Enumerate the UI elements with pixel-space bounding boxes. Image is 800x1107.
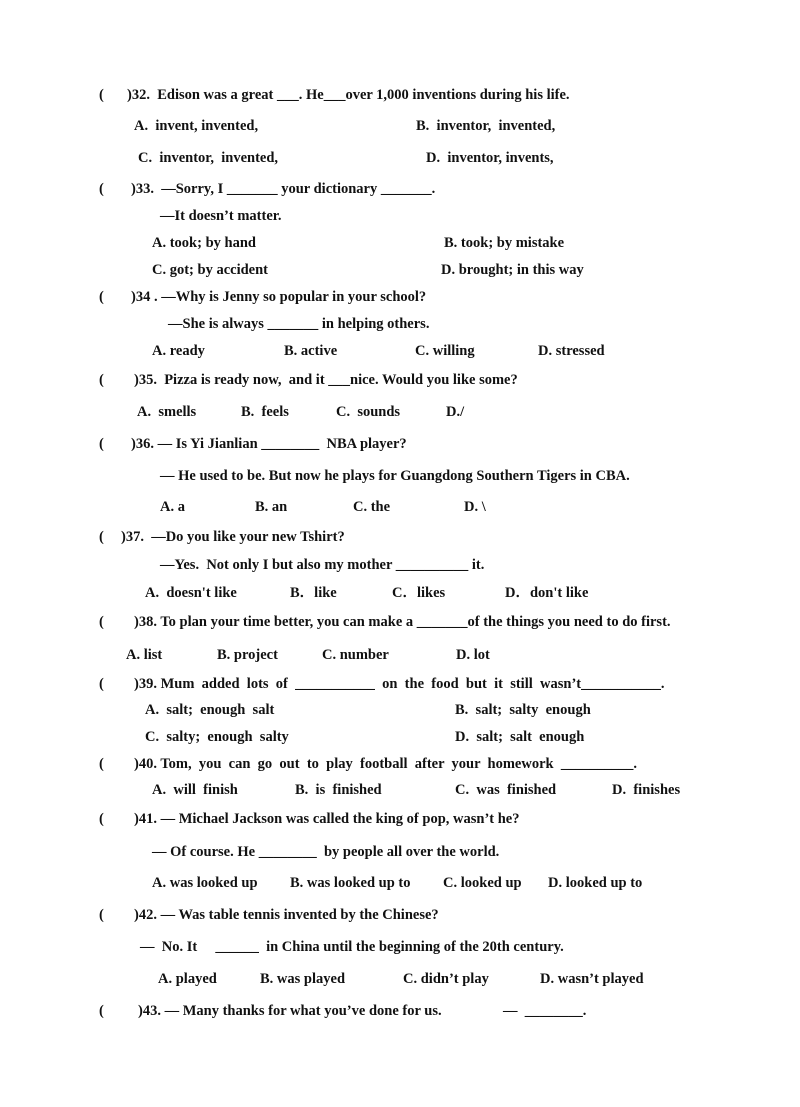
question-stem: )37. —Do you like your new Tshirt? xyxy=(121,529,345,545)
option: D. wasn’t played xyxy=(540,971,644,987)
question-reply: — Of course. He ________ by people all over the world. xyxy=(152,844,500,860)
option: A. salt; enough salt xyxy=(145,702,275,718)
option: D. inventor, invents, xyxy=(426,150,554,166)
option: D. \ xyxy=(464,499,486,515)
option: C. the xyxy=(353,499,391,515)
answer-paren: ( xyxy=(99,289,104,305)
option: C. salty; enough salty xyxy=(145,729,289,745)
answer-paren: ( xyxy=(99,372,104,388)
answer-paren: ( xyxy=(99,529,104,545)
answer-paren: ( xyxy=(99,756,104,772)
option: C．likes xyxy=(392,585,446,601)
option: B. inventor, invented, xyxy=(416,118,556,134)
answer-paren: ( xyxy=(99,907,104,923)
option: B. project xyxy=(217,647,278,663)
question-reply: — No. It ______ in China until the beginning of the 20th century. xyxy=(140,939,564,955)
question-reply: —She is always _______ in helping others. xyxy=(168,316,430,332)
option: A. a xyxy=(160,499,185,515)
option: B. took; by mistake xyxy=(444,235,565,251)
option: B. feels xyxy=(241,404,289,420)
option: A. took; by hand xyxy=(152,235,256,251)
question-reply: —It doesn’t matter. xyxy=(160,208,282,224)
answer-paren: ( xyxy=(99,87,104,103)
question-stem: )39. Mum added lots of ___________ on the food but it still wasn’t___________. xyxy=(134,676,665,692)
question-stem: )33. —Sorry, I _______ your dictionary _______. xyxy=(131,181,436,197)
option: D./ xyxy=(446,404,465,420)
question-stem: )32. Edison was a great ___. He___over 1,000 inventions during his life. xyxy=(127,87,570,103)
option: D. stressed xyxy=(538,343,605,359)
option: D．don't like xyxy=(505,585,589,601)
question-stem: )43. — Many thanks for what you’ve done for us. xyxy=(138,1003,442,1019)
question-stem: )42. — Was table tennis invented by the Chinese? xyxy=(134,907,439,923)
option: A. smells xyxy=(137,404,197,420)
question-stem: )40. Tom, you can go out to play football after your homework __________. xyxy=(134,756,637,772)
option: B. active xyxy=(284,343,338,359)
option: C. willing xyxy=(415,343,475,359)
question-reply: —Yes. Not only I but also my mother __________ it. xyxy=(160,557,485,573)
option: A. invent, invented, xyxy=(134,118,259,134)
option: A. doesn't like xyxy=(145,585,237,601)
option: C. looked up xyxy=(443,875,522,891)
option: C. was finished xyxy=(455,782,557,798)
option: C. didn’t play xyxy=(403,971,489,987)
question-stem: )38. To plan your time better, you can make a _______of the things you need to do first. xyxy=(134,614,671,630)
option: B. salt; salty enough xyxy=(455,702,591,718)
answer-paren: ( xyxy=(99,614,104,630)
option: B. is finished xyxy=(295,782,382,798)
option: B. an xyxy=(255,499,288,515)
option: A. ready xyxy=(152,343,205,359)
option: B. was played xyxy=(260,971,346,987)
answer-paren: ( xyxy=(99,1003,104,1019)
option: D. salt; salt enough xyxy=(455,729,585,745)
answer-paren: ( xyxy=(99,436,104,452)
question-reply: — ________. xyxy=(503,1003,587,1019)
option: A. will finish xyxy=(152,782,238,798)
question-stem: )34 . —Why is Jenny so popular in your school? xyxy=(131,289,427,305)
option: C. number xyxy=(322,647,389,663)
question-stem: )36. — Is Yi Jianlian ________ NBA player? xyxy=(131,436,407,452)
option: C. got; by accident xyxy=(152,262,268,278)
answer-paren: ( xyxy=(99,676,104,692)
answer-paren: ( xyxy=(99,181,104,197)
option: A. played xyxy=(158,971,217,987)
answer-paren: ( xyxy=(99,811,104,827)
question-stem: )35. Pizza is ready now, and it ___nice. Would you like some? xyxy=(134,372,518,388)
option: C. sounds xyxy=(336,404,401,420)
option: D. brought; in this way xyxy=(441,262,584,278)
option: B. was looked up to xyxy=(290,875,411,891)
question-stem: )41. — Michael Jackson was called the king of pop, wasn’t he? xyxy=(134,811,520,827)
option: B．like xyxy=(290,585,337,601)
option: A. list xyxy=(126,647,163,663)
option: D. lot xyxy=(456,647,490,663)
option: C. inventor, invented, xyxy=(138,150,279,166)
option: D. finishes xyxy=(612,782,681,798)
option: D. looked up to xyxy=(548,875,643,891)
option: A. was looked up xyxy=(152,875,258,891)
question-reply: — He used to be. But now he plays for Guangdong Southern Tigers in CBA. xyxy=(160,468,630,484)
